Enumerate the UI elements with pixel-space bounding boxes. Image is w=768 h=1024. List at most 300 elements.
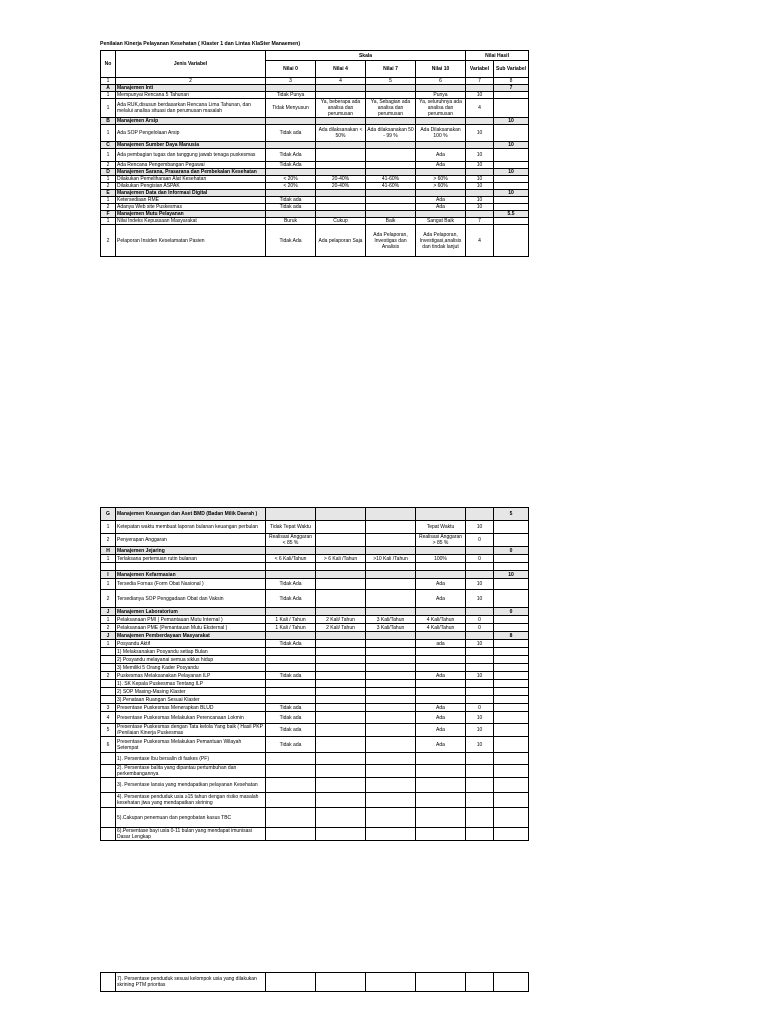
nilai-0-cell: Tidak Tepat Waktu bbox=[266, 521, 316, 534]
empty-cell bbox=[416, 118, 466, 125]
header-index: 4 bbox=[316, 78, 366, 85]
empty-cell bbox=[416, 169, 466, 176]
jenis-variabel: 5).Cakupan penemuan dan pengobatan kasus TBC bbox=[116, 808, 266, 828]
empty-cell bbox=[366, 547, 416, 555]
header-nilai-0: Nilai 0 bbox=[266, 61, 316, 78]
section-name: Manajemen Jejaring bbox=[116, 547, 266, 555]
table-row bbox=[101, 973, 529, 992]
nilai-10-cell bbox=[416, 828, 466, 841]
variabel-score: 10 bbox=[466, 162, 494, 169]
row-no bbox=[101, 765, 116, 778]
row-no bbox=[101, 793, 116, 808]
nilai-0-cell bbox=[266, 793, 316, 808]
variabel-score: 0 bbox=[466, 534, 494, 547]
header-index: 2 bbox=[116, 78, 266, 85]
row-no: 2 bbox=[101, 672, 116, 680]
sub-variabel-score bbox=[494, 793, 529, 808]
nilai-10-cell: Ada bbox=[416, 737, 466, 753]
sub-variabel-score bbox=[494, 92, 529, 99]
table-row bbox=[101, 616, 529, 624]
variabel-score bbox=[466, 808, 494, 828]
nilai-0-cell: 1 Kali / Tahun bbox=[266, 616, 316, 624]
table-row bbox=[101, 579, 529, 590]
empty-cell bbox=[416, 571, 466, 579]
nilai-0-cell bbox=[266, 753, 316, 765]
empty-cell bbox=[266, 142, 316, 149]
nilai-7-cell: Ya, Sebagian ada analisa dan perumusan bbox=[366, 99, 416, 118]
empty-cell bbox=[466, 508, 494, 521]
variabel-score: 0 bbox=[466, 704, 494, 712]
nilai-7-cell bbox=[366, 704, 416, 712]
empty-cell bbox=[466, 142, 494, 149]
nilai-10-cell: Ada bbox=[416, 672, 466, 680]
variabel-score: 4 bbox=[466, 225, 494, 257]
nilai-7-cell bbox=[366, 197, 416, 204]
sub-variabel-score: 5 bbox=[494, 508, 529, 521]
nilai-4-cell bbox=[316, 688, 366, 696]
variabel-score: 10 bbox=[466, 640, 494, 648]
jenis-variabel: Tersedia Fornas (Form Obat Nasional ) bbox=[116, 579, 266, 590]
nilai-10-cell: Ada bbox=[416, 704, 466, 712]
nilai-7-cell bbox=[366, 149, 416, 162]
sub-variabel-score bbox=[494, 218, 529, 225]
nilai-7-cell bbox=[366, 828, 416, 841]
jenis-variabel: 6).Persentase bayi usia 0-11 bulan yang mendapat imunisasi Dasar Lengkap bbox=[116, 828, 266, 841]
section-header-row bbox=[101, 632, 529, 640]
jenis-variabel: 1). Persentase Ibu bersalin di faskes (PF) bbox=[116, 753, 266, 765]
jenis-variabel: Terlaksana pertemuan rutin bulanan bbox=[116, 555, 266, 563]
nilai-0-cell bbox=[266, 696, 316, 704]
nilai-10-cell: Ada bbox=[416, 149, 466, 162]
variabel-score bbox=[466, 765, 494, 778]
empty-cell bbox=[366, 608, 416, 616]
nilai-4-cell bbox=[316, 704, 366, 712]
nilai-10-cell: Ada bbox=[416, 579, 466, 590]
nilai-4-cell bbox=[316, 521, 366, 534]
jenis-variabel: 1) Melaksanakan Posyandu setiap Bulan bbox=[116, 648, 266, 656]
empty-cell bbox=[316, 508, 366, 521]
empty-cell bbox=[416, 211, 466, 218]
empty-cell bbox=[416, 85, 466, 92]
empty-cell bbox=[316, 632, 366, 640]
nilai-4-cell bbox=[316, 765, 366, 778]
header-index: 7 bbox=[466, 78, 494, 85]
nilai-0-cell bbox=[266, 656, 316, 664]
nilai-10-cell: > 60% bbox=[416, 176, 466, 183]
sub-variabel-score bbox=[494, 176, 529, 183]
nilai-7-cell: Ada Pelaporan, Investigas dan Analisis bbox=[366, 225, 416, 257]
section-code: A bbox=[101, 85, 116, 92]
sub-variabel-score bbox=[494, 99, 529, 118]
jenis-variabel: Ada RUK,disusun berdasarkan Rencana Lima Tahunan, dan melalui analisa situasi dan perumusan masalah bbox=[116, 99, 266, 118]
jenis-variabel: Ada SOP Pengelolaan Arsip bbox=[116, 125, 266, 142]
section-name: Manajemen Kefarmasian bbox=[116, 571, 266, 579]
header-nilai-hasil: Nilai Hasil bbox=[466, 51, 529, 61]
nilai-4-cell bbox=[316, 590, 366, 608]
nilai-7-cell bbox=[366, 680, 416, 688]
nilai-4-cell: Ada pelaporan Saja bbox=[316, 225, 366, 257]
row-no bbox=[101, 696, 116, 704]
table-row bbox=[101, 753, 529, 765]
section-header-row bbox=[101, 85, 529, 92]
variabel-score bbox=[466, 648, 494, 656]
empty-cell bbox=[366, 169, 416, 176]
jenis-variabel: 2) Posyandu melayanai semua siklus hidup bbox=[116, 656, 266, 664]
variabel-score: 10 bbox=[466, 176, 494, 183]
row-no: 2 bbox=[101, 204, 116, 211]
nilai-7-cell: 41-60% bbox=[366, 183, 416, 190]
table-row bbox=[101, 225, 529, 257]
jenis-variabel: 3) Memiliki 5 Orang Kader Posyandu bbox=[116, 664, 266, 672]
nilai-4-cell: 20-40% bbox=[316, 176, 366, 183]
nilai-4-cell: 20-40% bbox=[316, 183, 366, 190]
nilai-10-cell: Ada Dilaksanakan 100 % bbox=[416, 125, 466, 142]
variabel-score bbox=[466, 828, 494, 841]
row-no: 1 bbox=[101, 99, 116, 118]
table-row bbox=[101, 92, 529, 99]
empty-cell bbox=[466, 169, 494, 176]
table-row bbox=[101, 640, 529, 648]
section-name: Manajemen Arsip bbox=[116, 118, 266, 125]
jenis-variabel: Dilakukan Pengisian ASPAK bbox=[116, 183, 266, 190]
sub-variabel-score bbox=[494, 737, 529, 753]
empty-cell bbox=[416, 547, 466, 555]
empty-cell bbox=[466, 85, 494, 92]
nilai-0-cell: Buruk bbox=[266, 218, 316, 225]
jenis-variabel: 4). Persentase penduduk usia ≥15 tahun dengan risiko masalah kesehatan jiwa yang mendapatkan skrining bbox=[116, 793, 266, 808]
row-no: 1 bbox=[101, 218, 116, 225]
nilai-10-cell bbox=[416, 563, 466, 571]
nilai-7-cell bbox=[366, 640, 416, 648]
table-row bbox=[101, 680, 529, 688]
page-title: Penilaian Kinerja Pelayanan Kesehatan ( Klaster 1 dan Lintas KlaSter Manaemen) bbox=[100, 41, 301, 47]
kinerja-table-3 bbox=[100, 972, 529, 992]
nilai-7-cell bbox=[366, 664, 416, 672]
variabel-score: 10 bbox=[466, 149, 494, 162]
nilai-4-cell bbox=[316, 664, 366, 672]
sub-variabel-score bbox=[494, 204, 529, 211]
nilai-4-cell bbox=[316, 696, 366, 704]
variabel-score: 0 bbox=[466, 555, 494, 563]
table-row bbox=[101, 563, 529, 571]
sub-variabel-score bbox=[494, 534, 529, 547]
sub-variabel-score bbox=[494, 688, 529, 696]
row-no bbox=[101, 656, 116, 664]
jenis-variabel: Adanya Web site Puskesmas bbox=[116, 204, 266, 211]
nilai-4-cell: Ya, beberapa ada analisa dan perumusan bbox=[316, 99, 366, 118]
nilai-10-cell bbox=[416, 808, 466, 828]
nilai-0-cell bbox=[266, 688, 316, 696]
nilai-10-cell bbox=[416, 688, 466, 696]
empty-cell bbox=[266, 571, 316, 579]
row-no: 5 bbox=[101, 724, 116, 737]
nilai-0-cell: Tidak Ada bbox=[266, 162, 316, 169]
variabel-score: 10 bbox=[466, 183, 494, 190]
jenis-variabel: Pelaksanaan PME (Pemantauan Mutu Eksternal ) bbox=[116, 624, 266, 632]
nilai-7-cell bbox=[366, 688, 416, 696]
nilai-0-cell: Tidak Punya bbox=[266, 92, 316, 99]
empty-cell bbox=[466, 118, 494, 125]
jenis-variabel: Ketepatan waktu membuat laporan bulanan keuangan perbulan bbox=[116, 521, 266, 534]
table-row bbox=[101, 125, 529, 142]
section-code: G bbox=[101, 508, 116, 521]
nilai-7-cell bbox=[366, 579, 416, 590]
empty-cell bbox=[366, 211, 416, 218]
jenis-variabel: Posyandu Aktif bbox=[116, 640, 266, 648]
jenis-variabel: 2) SOP Masing-Masing Klaster bbox=[116, 688, 266, 696]
nilai-7-cell: 3 Kali/Tahun bbox=[366, 624, 416, 632]
sub-variabel-score: 7 bbox=[494, 85, 529, 92]
empty-cell bbox=[366, 142, 416, 149]
table-row bbox=[101, 555, 529, 563]
variabel-score: 0 bbox=[466, 616, 494, 624]
nilai-0-cell bbox=[266, 664, 316, 672]
section-code: J bbox=[101, 632, 116, 640]
sub-variabel-score bbox=[494, 197, 529, 204]
table-row bbox=[101, 648, 529, 656]
empty-cell bbox=[416, 190, 466, 197]
nilai-7-cell: 41-60% bbox=[366, 176, 416, 183]
row-no: 2 bbox=[101, 534, 116, 547]
nilai-4-cell bbox=[316, 737, 366, 753]
nilai-4-cell bbox=[316, 973, 366, 992]
empty-cell bbox=[366, 118, 416, 125]
empty-cell bbox=[466, 632, 494, 640]
nilai-10-cell: Punya bbox=[416, 92, 466, 99]
row-no: 2 bbox=[101, 590, 116, 608]
empty-cell bbox=[416, 508, 466, 521]
nilai-0-cell: < 6 Kali/Tahun bbox=[266, 555, 316, 563]
variabel-score bbox=[466, 563, 494, 571]
variabel-score: 7 bbox=[466, 218, 494, 225]
table-row bbox=[101, 162, 529, 169]
table-row bbox=[101, 183, 529, 190]
nilai-10-cell: 4 Kali/Tahun bbox=[416, 616, 466, 624]
variabel-score bbox=[466, 973, 494, 992]
nilai-4-cell bbox=[316, 712, 366, 724]
empty-cell bbox=[366, 632, 416, 640]
jenis-variabel: Ada Rencana Pengembangan Pegawai bbox=[116, 162, 266, 169]
variabel-score bbox=[466, 753, 494, 765]
section-code: D bbox=[101, 169, 116, 176]
empty-cell bbox=[316, 169, 366, 176]
section-code: C bbox=[101, 142, 116, 149]
header-variabel: Variabel bbox=[466, 61, 494, 78]
table-row bbox=[101, 696, 529, 704]
empty-cell bbox=[416, 142, 466, 149]
section-code: B bbox=[101, 118, 116, 125]
row-no: 1 bbox=[101, 579, 116, 590]
nilai-0-cell: Realisasi Anggaran < 85 % bbox=[266, 534, 316, 547]
row-no bbox=[101, 664, 116, 672]
sub-variabel-score bbox=[494, 765, 529, 778]
nilai-4-cell bbox=[316, 204, 366, 211]
header-index-row bbox=[101, 78, 529, 85]
jenis-variabel: Presentase Puskesmas dengan Tata kelola Yang baik ( Hasil PKP /Penilaian Kinerja Puskesmas bbox=[116, 724, 266, 737]
variabel-score bbox=[466, 793, 494, 808]
nilai-4-cell: 2 Kali/ Tahun bbox=[316, 616, 366, 624]
nilai-7-cell bbox=[366, 753, 416, 765]
nilai-0-cell: Tidak ada bbox=[266, 704, 316, 712]
empty-cell bbox=[466, 211, 494, 218]
nilai-0-cell bbox=[266, 563, 316, 571]
row-no bbox=[101, 680, 116, 688]
nilai-4-cell bbox=[316, 534, 366, 547]
empty-cell bbox=[366, 190, 416, 197]
jenis-variabel: Nilai Indeks Kepuasaan Masyarakat bbox=[116, 218, 266, 225]
section-header-row bbox=[101, 211, 529, 218]
nilai-4-cell bbox=[316, 563, 366, 571]
section-code: F bbox=[101, 211, 116, 218]
empty-cell bbox=[316, 571, 366, 579]
jenis-variabel: Penyerapan Anggaran bbox=[116, 534, 266, 547]
nilai-0-cell: < 20% bbox=[266, 176, 316, 183]
nilai-7-cell bbox=[366, 973, 416, 992]
section-header-row bbox=[101, 508, 529, 521]
nilai-10-cell bbox=[416, 656, 466, 664]
nilai-10-cell: ada bbox=[416, 640, 466, 648]
variabel-score: 10 bbox=[466, 712, 494, 724]
table-row bbox=[101, 218, 529, 225]
row-no: 1 bbox=[101, 92, 116, 99]
row-no: 1 bbox=[101, 197, 116, 204]
sub-variabel-score: 10 bbox=[494, 118, 529, 125]
nilai-0-cell bbox=[266, 973, 316, 992]
nilai-0-cell: Tidak ada bbox=[266, 712, 316, 724]
empty-cell bbox=[366, 508, 416, 521]
nilai-10-cell: Ada bbox=[416, 204, 466, 211]
sub-variabel-score bbox=[494, 555, 529, 563]
jenis-variabel: Pelaksanaan PMI ( Pemantauan Mutu Internal ) bbox=[116, 616, 266, 624]
section-name: Manajemen Data dan Informasi Digital bbox=[116, 190, 266, 197]
nilai-7-cell: >10 Kali /Tahun bbox=[366, 555, 416, 563]
row-no bbox=[101, 688, 116, 696]
sub-variabel-score bbox=[494, 704, 529, 712]
sub-variabel-score: 10 bbox=[494, 169, 529, 176]
variabel-score: 10 bbox=[466, 92, 494, 99]
sub-variabel-score bbox=[494, 712, 529, 724]
section-name: Manajemen Inti bbox=[116, 85, 266, 92]
nilai-4-cell bbox=[316, 162, 366, 169]
nilai-7-cell bbox=[366, 590, 416, 608]
sub-variabel-score bbox=[494, 648, 529, 656]
header-index: 8 bbox=[494, 78, 529, 85]
nilai-10-cell: Realisasi Anggaran > 85 % bbox=[416, 534, 466, 547]
header-index: 5 bbox=[366, 78, 416, 85]
nilai-0-cell: 1 Kali / Tahun bbox=[266, 624, 316, 632]
variabel-score bbox=[466, 680, 494, 688]
sub-variabel-score bbox=[494, 656, 529, 664]
row-no bbox=[101, 648, 116, 656]
nilai-10-cell: Ya, seluruhnya ada analisa dan perumusan bbox=[416, 99, 466, 118]
sub-variabel-score: 5.5 bbox=[494, 211, 529, 218]
empty-cell bbox=[316, 547, 366, 555]
row-no bbox=[101, 828, 116, 841]
nilai-4-cell: Cukup bbox=[316, 218, 366, 225]
nilai-7-cell bbox=[366, 696, 416, 704]
nilai-10-cell bbox=[416, 664, 466, 672]
variabel-score: 0 bbox=[466, 624, 494, 632]
jenis-variabel: 7). Persentase penduduk sesuai kelompok usia yang dilakukan skrining PTM prioritas bbox=[116, 973, 266, 992]
sub-variabel-score bbox=[494, 724, 529, 737]
nilai-10-cell: Ada Pelaporan, Investigasi,analisis dan tindak lanjut bbox=[416, 225, 466, 257]
nilai-0-cell: Tidak Ada bbox=[266, 640, 316, 648]
nilai-7-cell bbox=[366, 648, 416, 656]
section-header-row bbox=[101, 142, 529, 149]
section-name: Manajemen Mutu Pelayanan bbox=[116, 211, 266, 218]
row-no: 2 bbox=[101, 624, 116, 632]
nilai-0-cell: Tidak Ada bbox=[266, 225, 316, 257]
nilai-10-cell bbox=[416, 696, 466, 704]
section-header-row bbox=[101, 118, 529, 125]
nilai-4-cell bbox=[316, 672, 366, 680]
row-no: 2 bbox=[101, 225, 116, 257]
nilai-0-cell bbox=[266, 828, 316, 841]
section-header-row bbox=[101, 608, 529, 616]
row-no: 3 bbox=[101, 704, 116, 712]
header-nilai-10: Nilai 10 bbox=[416, 61, 466, 78]
nilai-4-cell bbox=[316, 648, 366, 656]
sub-variabel-score bbox=[494, 590, 529, 608]
section-name: Manajemen Laboratorium bbox=[116, 608, 266, 616]
nilai-10-cell bbox=[416, 778, 466, 793]
row-no: 1 bbox=[101, 640, 116, 648]
sub-variabel-score: 0 bbox=[494, 547, 529, 555]
nilai-10-cell: Tepat Waktu bbox=[416, 521, 466, 534]
empty-cell bbox=[316, 211, 366, 218]
empty-cell bbox=[316, 142, 366, 149]
empty-cell bbox=[416, 632, 466, 640]
table-row bbox=[101, 672, 529, 680]
table-row bbox=[101, 712, 529, 724]
row-no: 1 bbox=[101, 176, 116, 183]
nilai-7-cell: Ada dilaksanakan 50 - 99 % bbox=[366, 125, 416, 142]
sub-variabel-score: 10 bbox=[494, 142, 529, 149]
table-row bbox=[101, 808, 529, 828]
jenis-variabel: Puskesmas Melaksanakan Pelayanan ILP bbox=[116, 672, 266, 680]
variabel-score: 10 bbox=[466, 590, 494, 608]
sub-variabel-score bbox=[494, 616, 529, 624]
nilai-10-cell: 4 Kali/Tahun bbox=[416, 624, 466, 632]
empty-cell bbox=[266, 547, 316, 555]
table-row bbox=[101, 688, 529, 696]
table-row bbox=[101, 176, 529, 183]
nilai-0-cell: Tidak ada bbox=[266, 737, 316, 753]
kinerja-table-2 bbox=[100, 507, 529, 841]
variabel-score: 10 bbox=[466, 204, 494, 211]
nilai-10-cell bbox=[416, 765, 466, 778]
empty-cell bbox=[366, 85, 416, 92]
sub-variabel-score bbox=[494, 778, 529, 793]
nilai-7-cell bbox=[366, 656, 416, 664]
sub-variabel-score bbox=[494, 624, 529, 632]
nilai-0-cell: Tidak ada bbox=[266, 724, 316, 737]
nilai-10-cell: 100% bbox=[416, 555, 466, 563]
empty-cell bbox=[266, 169, 316, 176]
empty-cell bbox=[466, 547, 494, 555]
jenis-variabel: Mempunyai Rencana 5 Tahunan bbox=[116, 92, 266, 99]
nilai-0-cell bbox=[266, 808, 316, 828]
row-no: 1 bbox=[101, 125, 116, 142]
row-no bbox=[101, 563, 116, 571]
empty-cell bbox=[366, 571, 416, 579]
header-skala: Skala bbox=[266, 51, 466, 61]
sub-variabel-score: 0 bbox=[494, 608, 529, 616]
nilai-10-cell bbox=[416, 973, 466, 992]
empty-cell bbox=[466, 190, 494, 197]
table-row bbox=[101, 793, 529, 808]
nilai-4-cell bbox=[316, 640, 366, 648]
